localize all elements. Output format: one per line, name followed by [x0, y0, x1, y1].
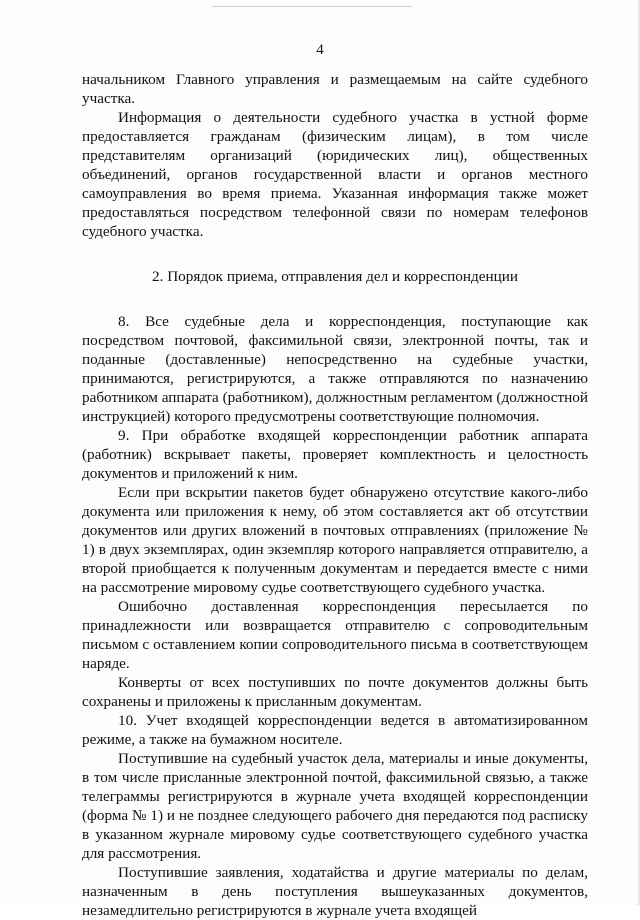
paragraph: 9. При обработке входящей корреспонденции работник аппарата (работник) вскрывает пакеты, проверяет комплектность и целостность документов и приложений к ним. — [82, 427, 588, 482]
paragraph: Информация о деятельности судебного участка в устной форме предоставляется гражданам (физическим лицам), в том числе представителям организаций (юридических лиц), общественных объединений, органов государственной власти и органов местного самоуправления во время приема. Указанная информация также может предоставляться посредством телефонной связи по номерам телефонов судебного участка. — [82, 109, 588, 240]
page-number: 4 — [316, 42, 324, 58]
document-body — [82, 70, 588, 920]
paragraph: Поступившие на судебный участок дела, материалы и иные документы, в том числе присланные электронной почтой, факсимильной связью, а также телеграммы регистрируются в журнале учета входящей корреспонденции (форма № 1) и не позднее следующего рабочего дня передаются под расписку в указанном журнале мировому судье соответствующего судебного участка для рассмотрения. — [82, 750, 588, 862]
paragraph: Конверты от всех поступивших по почте документов должны быть сохранены и приложены к присланным документам. — [82, 674, 588, 710]
paragraph: Ошибочно доставленная корреспонденция пересылается по принадлежности или возвращается отправителю с сопроводительным письмом с оставлением копии сопроводительного письма в соответствующем наряде. — [82, 598, 588, 672]
scan-edge-line — [212, 6, 412, 7]
paragraph-last: Поступившие заявления, ходатайства и другие материалы по делам, назначенным в день поступления вышеуказанных документов, незамедлительно регистрируются в журнале учета входящей — [82, 864, 588, 919]
section-heading: 2. Порядок приема, отправления дел и корреспонденции — [152, 268, 518, 285]
paragraph: 10. Учет входящей корреспонденции ведется в автоматизированном режиме, а также на бумажном носителе. — [82, 712, 588, 748]
paragraph: Если при вскрытии пакетов будет обнаружено отсутствие какого-либо документа или приложения к нему, об этом составляется акт об отсутствии документов или других вложений в почтовых отправлениях (приложение № 1) в двух экземплярах, один экземпляр которого направляется отправителю, а второй приобщается к полученным документам и передается вместе с ними на рассмотрение мировому судье соответствующего судебного участка. — [82, 484, 588, 596]
paragraph-continuation: начальником Главного управления и размещаемым на сайте судебного участка. — [82, 71, 588, 107]
paragraph: 8. Все судебные дела и корреспонденция, поступающие как посредством почтовой, факсимильной связи, электронной почты, так и поданные (доставленные) непосредственно на судебные участки, принимаются, регистрируются, а также отправляются по назначению работником аппарата (работником), должностным регламентом (должностной инструкцией) которого предусмотрены соответствующие полномочия. — [82, 313, 588, 425]
